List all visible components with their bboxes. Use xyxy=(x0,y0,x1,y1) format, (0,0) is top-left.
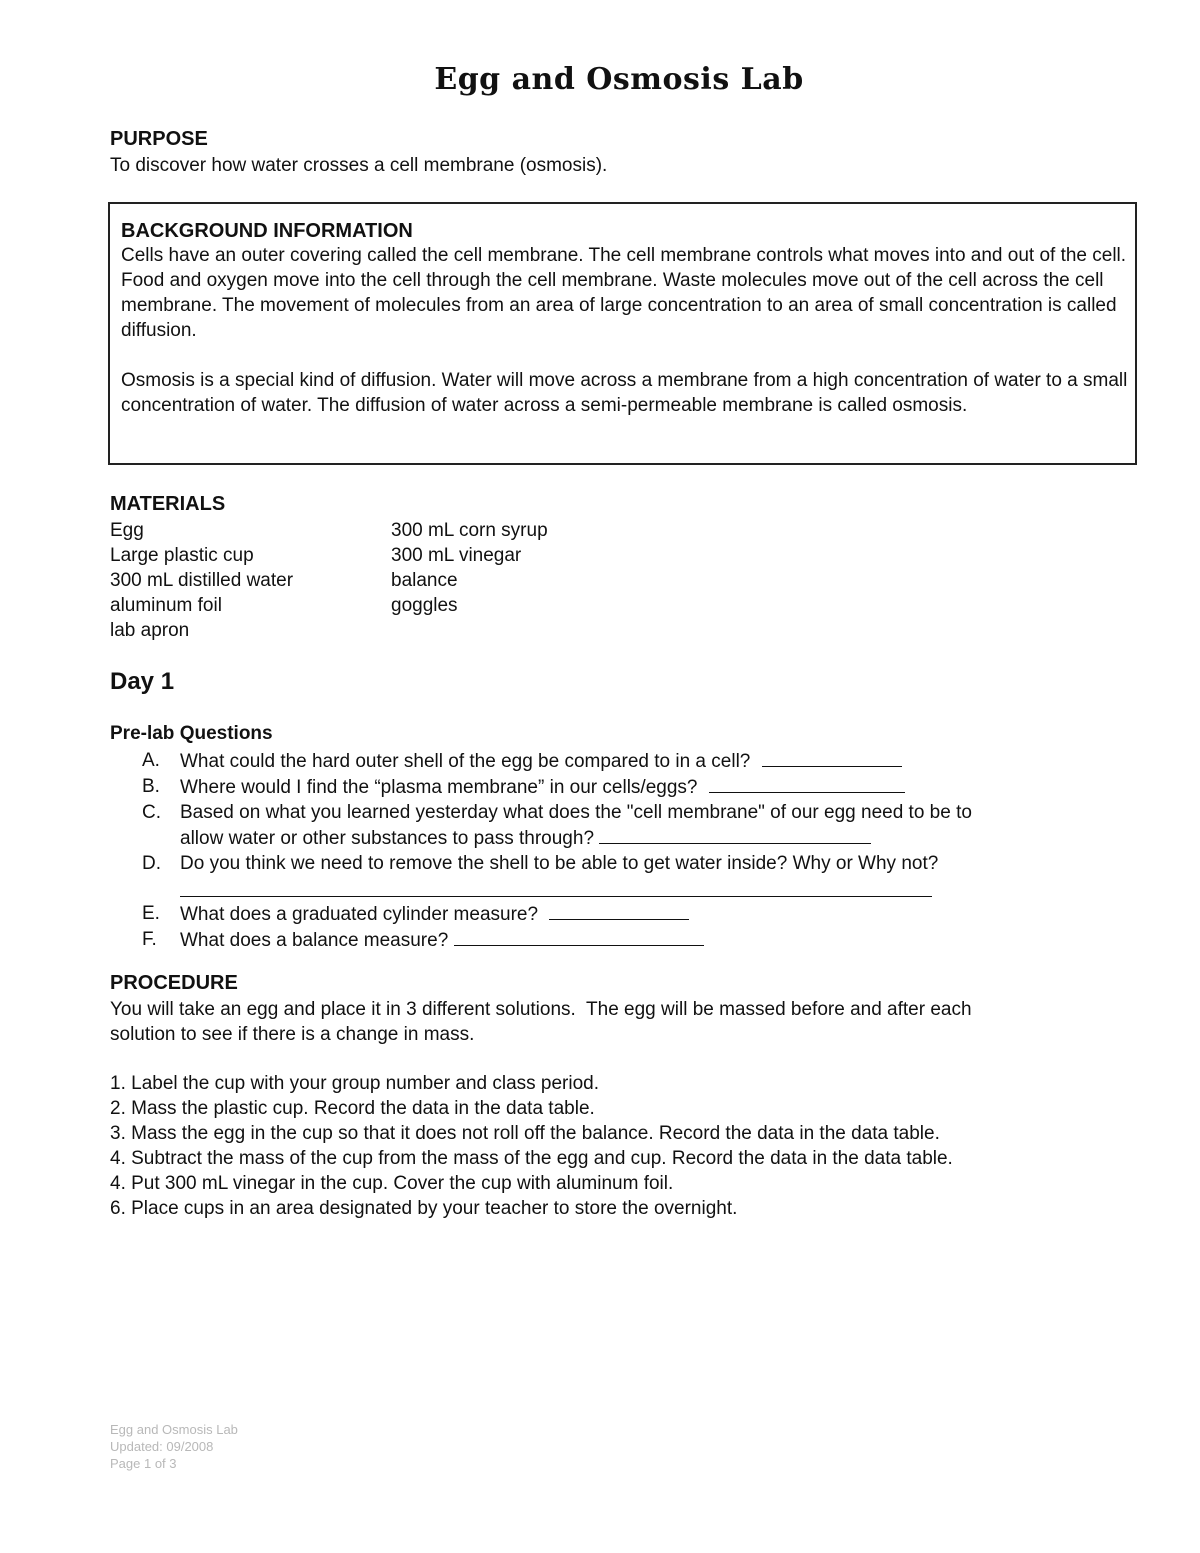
procedure-step: 4. Put 300 mL vinegar in the cup. Cover the cup with aluminum foil. xyxy=(110,1173,674,1194)
footer-line: Page 1 of 3 xyxy=(110,1456,177,1471)
answer-blank-e[interactable] xyxy=(549,901,689,920)
question-label: B. xyxy=(142,776,160,797)
page-title: Egg and Osmosis Lab xyxy=(434,62,804,97)
day-heading: Day 1 xyxy=(110,668,175,695)
procedure-step: 2. Mass the plastic cup. Record the data in the data table. xyxy=(110,1098,595,1119)
material-item: balance xyxy=(391,570,458,591)
prelab-questions xyxy=(140,748,972,953)
material-item: goggles xyxy=(391,595,458,616)
background-paragraph-1: Cells have an outer covering called the cell membrane. The cell membrane controls what moves into and out of the cell. Food and oxygen move into the cell through the cell membrane. Waste molecules move out of the cell across the cell membrane. The movement of molecules from an area of large concentration to an area of small concentration is called diffusion. xyxy=(121,245,1127,341)
question-text: What does a graduated cylinder measure? xyxy=(180,904,539,925)
material-item: 300 mL corn syrup xyxy=(391,520,548,541)
question-text: Where would I find the “plasma membrane” in our cells/eggs? xyxy=(180,777,698,798)
question-text: Based on what you learned yesterday what does the "cell membrane" of our egg need to be to xyxy=(180,802,972,823)
background-box xyxy=(108,202,1137,465)
question-a xyxy=(140,748,972,774)
question-label: D. xyxy=(142,853,161,874)
procedure-step: 4. Subtract the mass of the cup from the mass of the egg and cup. Record the data in the data table. xyxy=(110,1148,953,1169)
answer-blank-b[interactable] xyxy=(709,774,905,793)
material-item: aluminum foil xyxy=(110,595,222,616)
procedure-intro-line-1: You will take an egg and place it in 3 different solutions. The egg will be massed before and after each xyxy=(110,999,972,1020)
procedure-steps xyxy=(110,1071,953,1221)
question-label: F. xyxy=(142,929,157,950)
procedure-step: 6. Place cups in an area designated by your teacher to store the overnight. xyxy=(110,1198,738,1219)
procedure-heading: PROCEDURE xyxy=(110,972,238,994)
question-label: C. xyxy=(142,802,161,823)
materials-column-2 xyxy=(391,518,548,618)
materials-column-1 xyxy=(110,518,293,643)
question-c xyxy=(140,800,972,825)
page-footer xyxy=(110,1421,238,1472)
answer-blank-d[interactable] xyxy=(180,878,932,897)
question-d xyxy=(140,851,972,876)
question-text: What does a balance measure? xyxy=(180,930,449,951)
material-item: 300 mL distilled water xyxy=(110,570,294,591)
materials-heading: MATERIALS xyxy=(110,493,226,515)
question-e xyxy=(140,901,972,927)
procedure-step: 3. Mass the egg in the cup so that it does not roll off the balance. Record the data in the data table. xyxy=(110,1123,940,1144)
question-d-answer-line xyxy=(140,876,972,901)
prelab-heading: Pre-lab Questions xyxy=(110,723,273,744)
material-item: lab apron xyxy=(110,620,190,641)
question-label: A. xyxy=(142,750,160,771)
material-item: Large plastic cup xyxy=(110,545,254,566)
question-text: Do you think we need to remove the shell to be able to get water inside? Why or Why not? xyxy=(180,853,939,874)
procedure-step: 1. Label the cup with your group number and class period. xyxy=(110,1073,600,1094)
purpose-heading: PURPOSE xyxy=(110,128,208,150)
question-text: What could the hard outer shell of the egg be compared to in a cell? xyxy=(180,751,751,772)
answer-blank-c[interactable] xyxy=(599,825,871,844)
background-paragraph-2: Osmosis is a special kind of diffusion. Water will move across a membrane from a high concentration of water to a small concentration of water. The diffusion of water across a semi-permeable membrane is called osmosis. xyxy=(121,370,1128,416)
material-item: 300 mL vinegar xyxy=(391,545,522,566)
question-text: allow water or other substances to pass through? xyxy=(180,828,595,849)
footer-line: Updated: 09/2008 xyxy=(110,1439,214,1454)
answer-blank-f[interactable] xyxy=(454,927,704,946)
background-heading: BACKGROUND INFORMATION xyxy=(121,220,413,242)
question-c-continued xyxy=(140,825,972,851)
question-label: E. xyxy=(142,903,160,924)
footer-line: Egg and Osmosis Lab xyxy=(110,1422,238,1437)
material-item: Egg xyxy=(110,520,144,541)
question-b xyxy=(140,774,972,800)
purpose-text: To discover how water crosses a cell membrane (osmosis). xyxy=(110,155,608,176)
answer-blank-a[interactable] xyxy=(762,748,902,767)
question-f xyxy=(140,927,972,953)
procedure-intro-line-2: solution to see if there is a change in mass. xyxy=(110,1024,475,1045)
